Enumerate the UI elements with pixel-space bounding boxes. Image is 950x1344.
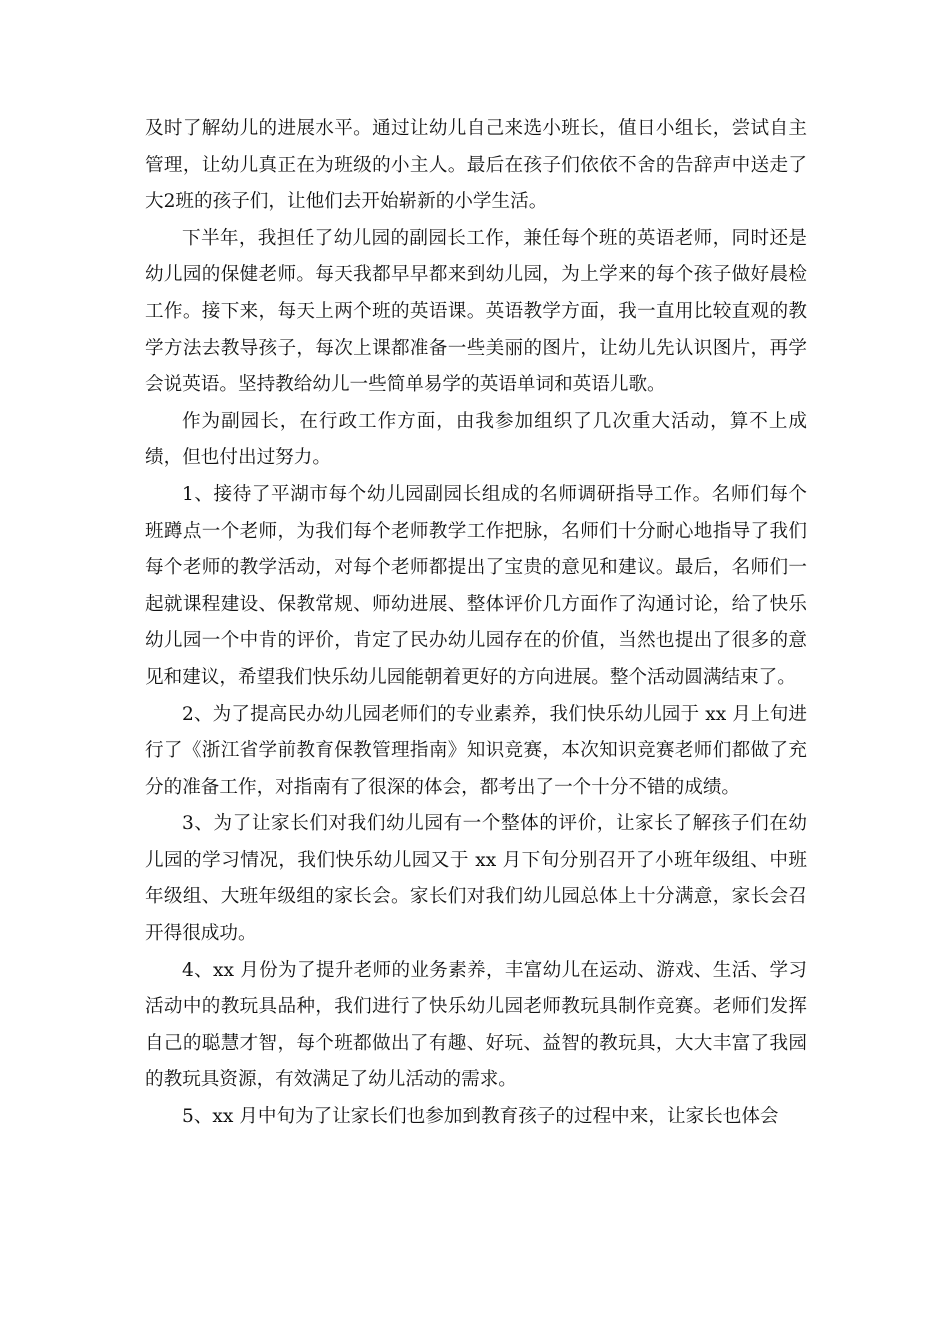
document-body	[145, 111, 807, 1136]
paragraph-3: 作为副园长，在行政工作方面，由我参加组织了几次重大活动，算不上成绩，但也付出过努力。	[145, 410, 807, 469]
paragraph-1: 及时了解幼儿的进展水平。通过让幼儿自己来选小班长，值日小组长，尝试自主管理，让幼儿真正在为班级的小主人。最后在孩子们依依不舍的告辞声中送走了大2班的孩子们，让他们去开始崭新的小学生活。	[145, 118, 807, 213]
paragraph-2: 下半年，我担任了幼儿园的副园长工作，兼任每个班的英语老师，同时还是幼儿园的保健老师。每天我都早早都来到幼儿园，为上学来的每个孩子做好晨检工作。接下来，每天上两个班的英语课。英语教学方面，我一直用比较直观的教学方法去教导孩子，每次上课都准备一些美丽的图片，让幼儿先认识图片，再学会说英语。坚持教给幼儿一些简单易学的英语单词和英语儿歌。	[145, 227, 807, 396]
paragraph-4: 1、接待了平湖市每个幼儿园副园长组成的名师调研指导工作。名师们每个班蹲点一个老师，为我们每个老师教学工作把脉，名师们十分耐心地指导了我们每个老师的教学活动，对每个老师都提出了宝贵的意见和建议。最后，名师们一起就课程建设、保教常规、师幼进展、整体评价几方面作了沟通讨论，给了快乐幼儿园一个中肯的评价，肯定了民办幼儿园存在的价值，当然也提出了很多的意见和建议，希望我们快乐幼儿园能朝着更好的方向进展。整个活动圆满结束了。	[145, 483, 807, 688]
paragraph-7: 4、xx 月份为了提升老师的业务素养，丰富幼儿在运动、游戏、生活、学习活动中的教玩具品种，我们进行了快乐幼儿园老师教玩具制作竞赛。老师们发挥自己的聪慧才智，每个班都做出了有趣、好玩、益智的教玩具，大大丰富了我园的教玩具资源，有效满足了幼儿活动的需求。	[145, 959, 807, 1091]
paragraph-6: 3、为了让家长们对我们幼儿园有一个整体的评价，让家长了解孩子们在幼儿园的学习情况，我们快乐幼儿园又于 xx 月下旬分别召开了小班年级组、中班年级组、大班年级组的家长会。家长们对我们幼儿园总体上十分满意，家长会召开得很成功。	[145, 813, 807, 945]
paragraph-5: 2、为了提高民办幼儿园老师们的专业素养，我们快乐幼儿园于 xx 月上旬进行了《浙江省学前教育保教管理指南》知识竞赛，本次知识竞赛老师们都做了充分的准备工作，对指南有了很深的体会，都考出了一个十分不错的成绩。	[145, 703, 807, 798]
paragraph-8: 5、xx 月中旬为了让家长们也参加到教育孩子的过程中来，让家长也体会	[182, 1106, 779, 1128]
